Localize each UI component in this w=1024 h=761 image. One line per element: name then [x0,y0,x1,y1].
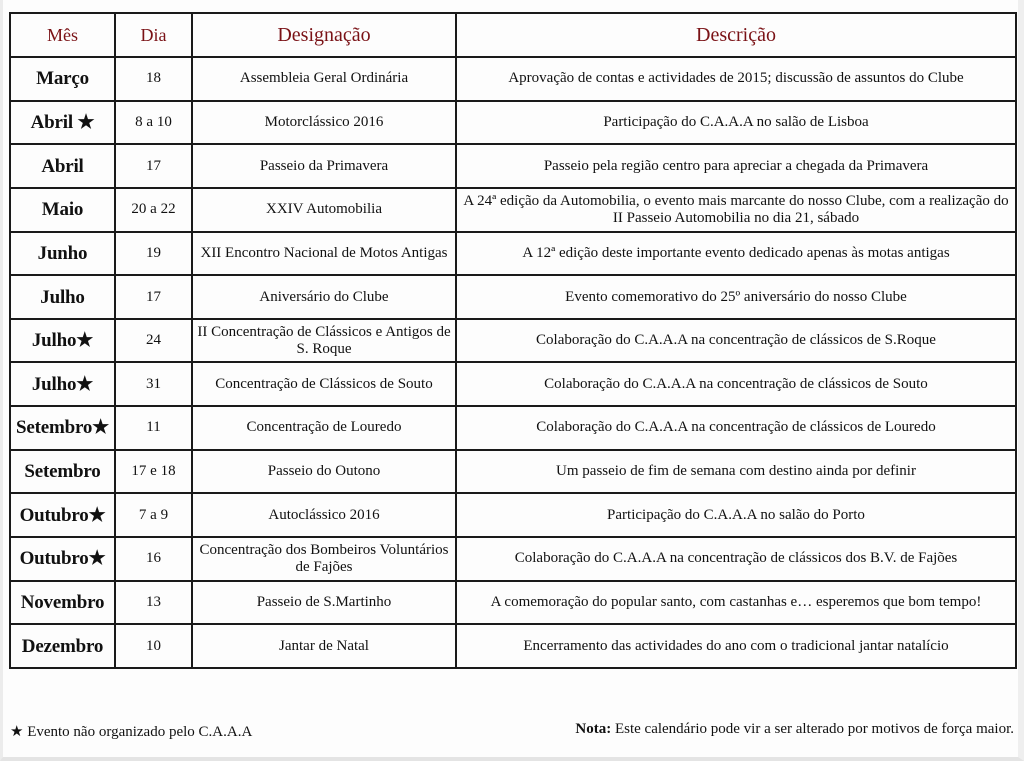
day-cell: 20 a 22 [115,188,192,232]
description-cell: A 12ª edição deste importante evento dedicado apenas às motas antigas [456,232,1016,276]
description-cell: Participação do C.A.A.A no salão do Porto [456,493,1016,537]
table-row [10,319,1016,363]
day-cell: 8 a 10 [115,101,192,145]
event-name-cell: Passeio da Primavera [192,144,456,188]
header-designacao: Designação [192,13,456,57]
month-cell: Maio [10,188,115,232]
table-row [10,537,1016,581]
note-text: Este calendário pode vir a ser alterado por motivos de força maior. [611,721,1014,737]
table-row [10,581,1016,625]
event-name-cell: Passeio de S.Martinho [192,581,456,625]
month-cell: Julho★ [10,319,115,363]
month-cell: Julho★ [10,362,115,406]
description-cell: A 24ª edição da Automobilia, o evento mais marcante do nosso Clube, com a realização do II Passeio Automobilia no dia 21, sábado [456,188,1016,232]
month-cell: Novembro [10,581,115,625]
table-header-row [10,13,1016,57]
event-name-cell: Autoclássico 2016 [192,493,456,537]
month-cell: Julho [10,275,115,319]
day-cell: 18 [115,57,192,101]
table-row [10,144,1016,188]
event-name-cell: Concentração dos Bombeiros Voluntários de Fajões [192,537,456,581]
footnote-not-organized: ★ Evento não organizado pelo C.A.A.A [10,724,253,740]
day-cell: 17 [115,275,192,319]
day-cell: 16 [115,537,192,581]
calendar-note [575,721,1014,738]
event-name-cell: Assembleia Geral Ordinária [192,57,456,101]
table-row [10,624,1016,668]
event-name-cell: Concentração de Clássicos de Souto [192,362,456,406]
description-cell: Aprovação de contas e actividades de 2015; discussão de assuntos do Clube [456,57,1016,101]
description-cell: A comemoração do popular santo, com castanhas e… esperemos que bom tempo! [456,581,1016,625]
header-descricao: Descrição [456,13,1016,57]
month-cell: Abril [10,144,115,188]
day-cell: 24 [115,319,192,363]
description-cell: Colaboração do C.A.A.A na concentração de clássicos de S.Roque [456,319,1016,363]
description-cell: Passeio pela região centro para apreciar a chegada da Primavera [456,144,1016,188]
table-row [10,493,1016,537]
table-row [10,406,1016,450]
month-cell: Março [10,57,115,101]
event-name-cell: Jantar de Natal [192,624,456,668]
description-cell: Um passeio de fim de semana com destino ainda por definir [456,450,1016,494]
note-label: Nota: [575,721,612,737]
event-name-cell: Passeio do Outono [192,450,456,494]
day-cell: 11 [115,406,192,450]
table-row [10,101,1016,145]
month-cell: Outubro★ [10,493,115,537]
table-row [10,232,1016,276]
table-row [10,362,1016,406]
event-name-cell: Concentração de Louredo [192,406,456,450]
table-row [10,450,1016,494]
month-cell: Abril ★ [10,101,115,145]
day-cell: 10 [115,624,192,668]
month-cell: Setembro★ [10,406,115,450]
description-cell: Colaboração do C.A.A.A na concentração de clássicos de Louredo [456,406,1016,450]
header-dia: Dia [115,13,192,57]
month-cell: Outubro★ [10,537,115,581]
month-cell: Dezembro [10,624,115,668]
event-name-cell: XXIV Automobilia [192,188,456,232]
events-calendar-table [9,12,1017,669]
description-cell: Colaboração do C.A.A.A na concentração de clássicos de Souto [456,362,1016,406]
day-cell: 31 [115,362,192,406]
description-cell: Evento comemorativo do 25º aniversário do nosso Clube [456,275,1016,319]
description-cell: Encerramento das actividades do ano com o tradicional jantar natalício [456,624,1016,668]
table-row [10,188,1016,232]
day-cell: 7 a 9 [115,493,192,537]
month-cell: Setembro [10,450,115,494]
table-body [10,57,1016,668]
event-name-cell: II Concentração de Clássicos e Antigos de S. Roque [192,319,456,363]
day-cell: 17 [115,144,192,188]
month-cell: Junho [10,232,115,276]
day-cell: 13 [115,581,192,625]
table-row [10,275,1016,319]
description-cell: Participação do C.A.A.A no salão de Lisboa [456,101,1016,145]
event-name-cell: XII Encontro Nacional de Motos Antigas [192,232,456,276]
event-name-cell: Motorclássico 2016 [192,101,456,145]
day-cell: 17 e 18 [115,450,192,494]
day-cell: 19 [115,232,192,276]
header-mes: Mês [10,13,115,57]
event-name-cell: Aniversário do Clube [192,275,456,319]
description-cell: Colaboração do C.A.A.A na concentração de clássicos dos B.V. de Fajões [456,537,1016,581]
table-row [10,57,1016,101]
